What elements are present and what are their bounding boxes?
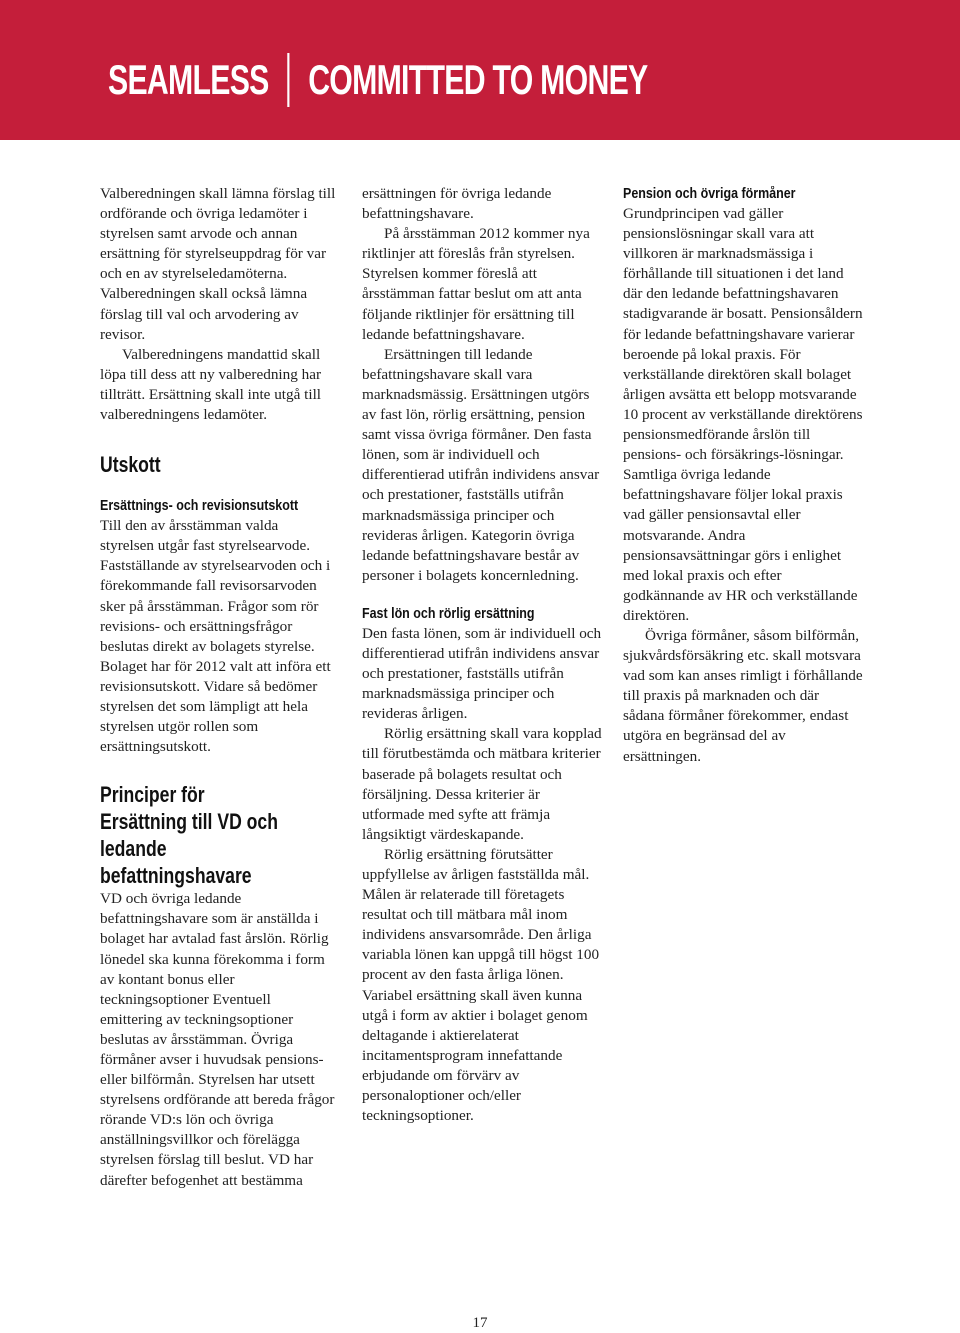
paragraph: Ersättningen till ledande befattningshavare skall vara marknadsmässig. Ersättningen utgörs av fast lön, rörlig ersättning, pension samt vissa övriga förmåner. Den fasta lönen, som är individuell och differentierad utifrån individens ansvar och prestationer, fastställs utifrån marknadsmässiga principer och revideras årligen. Kategorin övriga ledande befattningshavare består av personer i bolagets koncernledning. — [362, 345, 600, 584]
paragraph: Den fasta lönen, som är individuell och differentierad utifrån individens ansvar och prestationer, fastställs utifrån marknadsmässiga principer och revideras årligen. — [362, 624, 602, 723]
page-number: 17 — [472, 1315, 488, 1331]
column-1 — [100, 184, 336, 1191]
paragraph: Valberedningens mandattid skall löpa till dess att ny valberedning har tillträtt. Ersättning skall inte utgå till valberedningens ledamöter. — [100, 345, 322, 424]
paragraph: Övriga förmåner, såsom bilförmån, sjukvårdsförsäkring etc. skall motsvara vad som kan anses rimligt i förhållande till praxis på marknaden och där sådana förmåner förekommer, endast utgöra en begränsad del av ersättningen. — [623, 626, 863, 765]
brand-divider — [287, 53, 289, 107]
subheading-ersattnings-revisionsutskott: Ersättnings- och revisionsutskott — [100, 498, 299, 515]
subheading-pension: Pension och övriga förmåner — [623, 186, 796, 202]
paragraph: På årsstämman 2012 kommer nya riktlinjer att föreslås från styrelsen. Styrelsen kommer föreslå att årsstämman fattar beslut om att anta följande riktlinjer för ersättning till ledande befattningshavare. — [362, 225, 590, 343]
section-heading-utskott: Utskott — [100, 452, 161, 478]
brand-tagline: COMMITTED TO MONEY — [308, 56, 648, 103]
paragraph: Rörlig ersättning skall vara kopplad till förutbestämda och mätbara kriterier baserade på bolagets resultat och försäljning. Dessa kriterier är utformade med syfte att främja långsiktigt värdeskapande. — [362, 725, 602, 843]
section-heading-principer: Principer för Ersättning till VD och ledande befattningshavare — [100, 782, 278, 889]
paragraph: ersättningen för övriga ledande befattningshavare. — [362, 185, 552, 223]
paragraph: Valberedningen skall lämna förslag till ordförande och övriga ledamöter i styrelsen samt arvode och annan ersättning för styrelseuppdrag för var och en av styrelseledamöterna. Valberedningen skall också lämna förslag till val och arvodering av revisor. — [100, 185, 336, 343]
header-banner — [0, 0, 960, 140]
paragraph: Rörlig ersättning förutsätter uppfyllelse av årligen fastställda mål. Målen är relaterade till företagets resultat och till mätbara mål inom individens ansvarsområde. Den årliga variabla lönen kan uppgå till högst 100 procent av den fasta årliga lönen. Variabel ersättning skall även kunna utgå i form av aktier i bolaget genom deltagande i aktierelaterat incitamentsprogram innefattande erbjudande om förvärv av personaloptioner och/eller teckningsoptioner. — [362, 845, 600, 1125]
brand-name: SEAMLESS — [108, 56, 269, 103]
paragraph: VD och övriga ledande befattningshavare som är anställda i bolaget har avtalad fast årslön. Rörlig lönedel ska kunna förekomma i form av kontant bonus eller teckningsoptioner Eventuell emittering av teckningsoptioner beslutas av årsstämman. Övriga förmåner avser i huvudsak pensions- eller bilförmån. Styrelsen har utsett styrelsens ordförande att bereda frågor rörande VD:s lön och övriga anställningsvillkor och förelägga styrelsen förslag till beslut. VD har därefter befogenhet att bestämma — [100, 890, 335, 1189]
column-2 — [362, 184, 602, 1126]
paragraph: Grundprincipen vad gäller pensionslösningar skall vara att villkoren är marknadsmässiga i förhållande till situationen i det land där den ledande befattningshavaren stadigvarande är bosatt. Pensionsåldern för ledande befattningshavare varierar beroende på lokal praxis. För verkställande direktören skall bolaget årligen avsätta ett belopp motsvarande 10 procent av verkställande direktörens pensionsmedförande årslön till pensions- och försäkrings-lösningar. Samtliga övriga ledande befattningshavare följer lokal praxis vad gäller pensionsavtal eller motsvarande. Andra pensionsavsättningar görs i enlighet med lokal praxis och efter godkännande av HR och verkställande direktören. — [623, 205, 863, 624]
brand-logo — [108, 52, 647, 108]
paragraph: Till den av årsstämman valda styrelsen utgår fast styrelsearvode. Fastställande av styrelsearvoden och i förekommande fall revisorsarvoden sker på årsstämman. Frågor som rör revisions- och ersättningsfrågor beslutas direkt av bolagets styrelse. Bolaget har för 2012 valt att införa ett revisionsutskott. Vidare så bedömer styrelsen det som lämpligt att hela styrelsen utgör rollen som ersättningsutskott. — [100, 517, 331, 756]
subheading-fast-lon: Fast lön och rörlig ersättning — [362, 605, 535, 622]
column-3 — [623, 184, 863, 767]
